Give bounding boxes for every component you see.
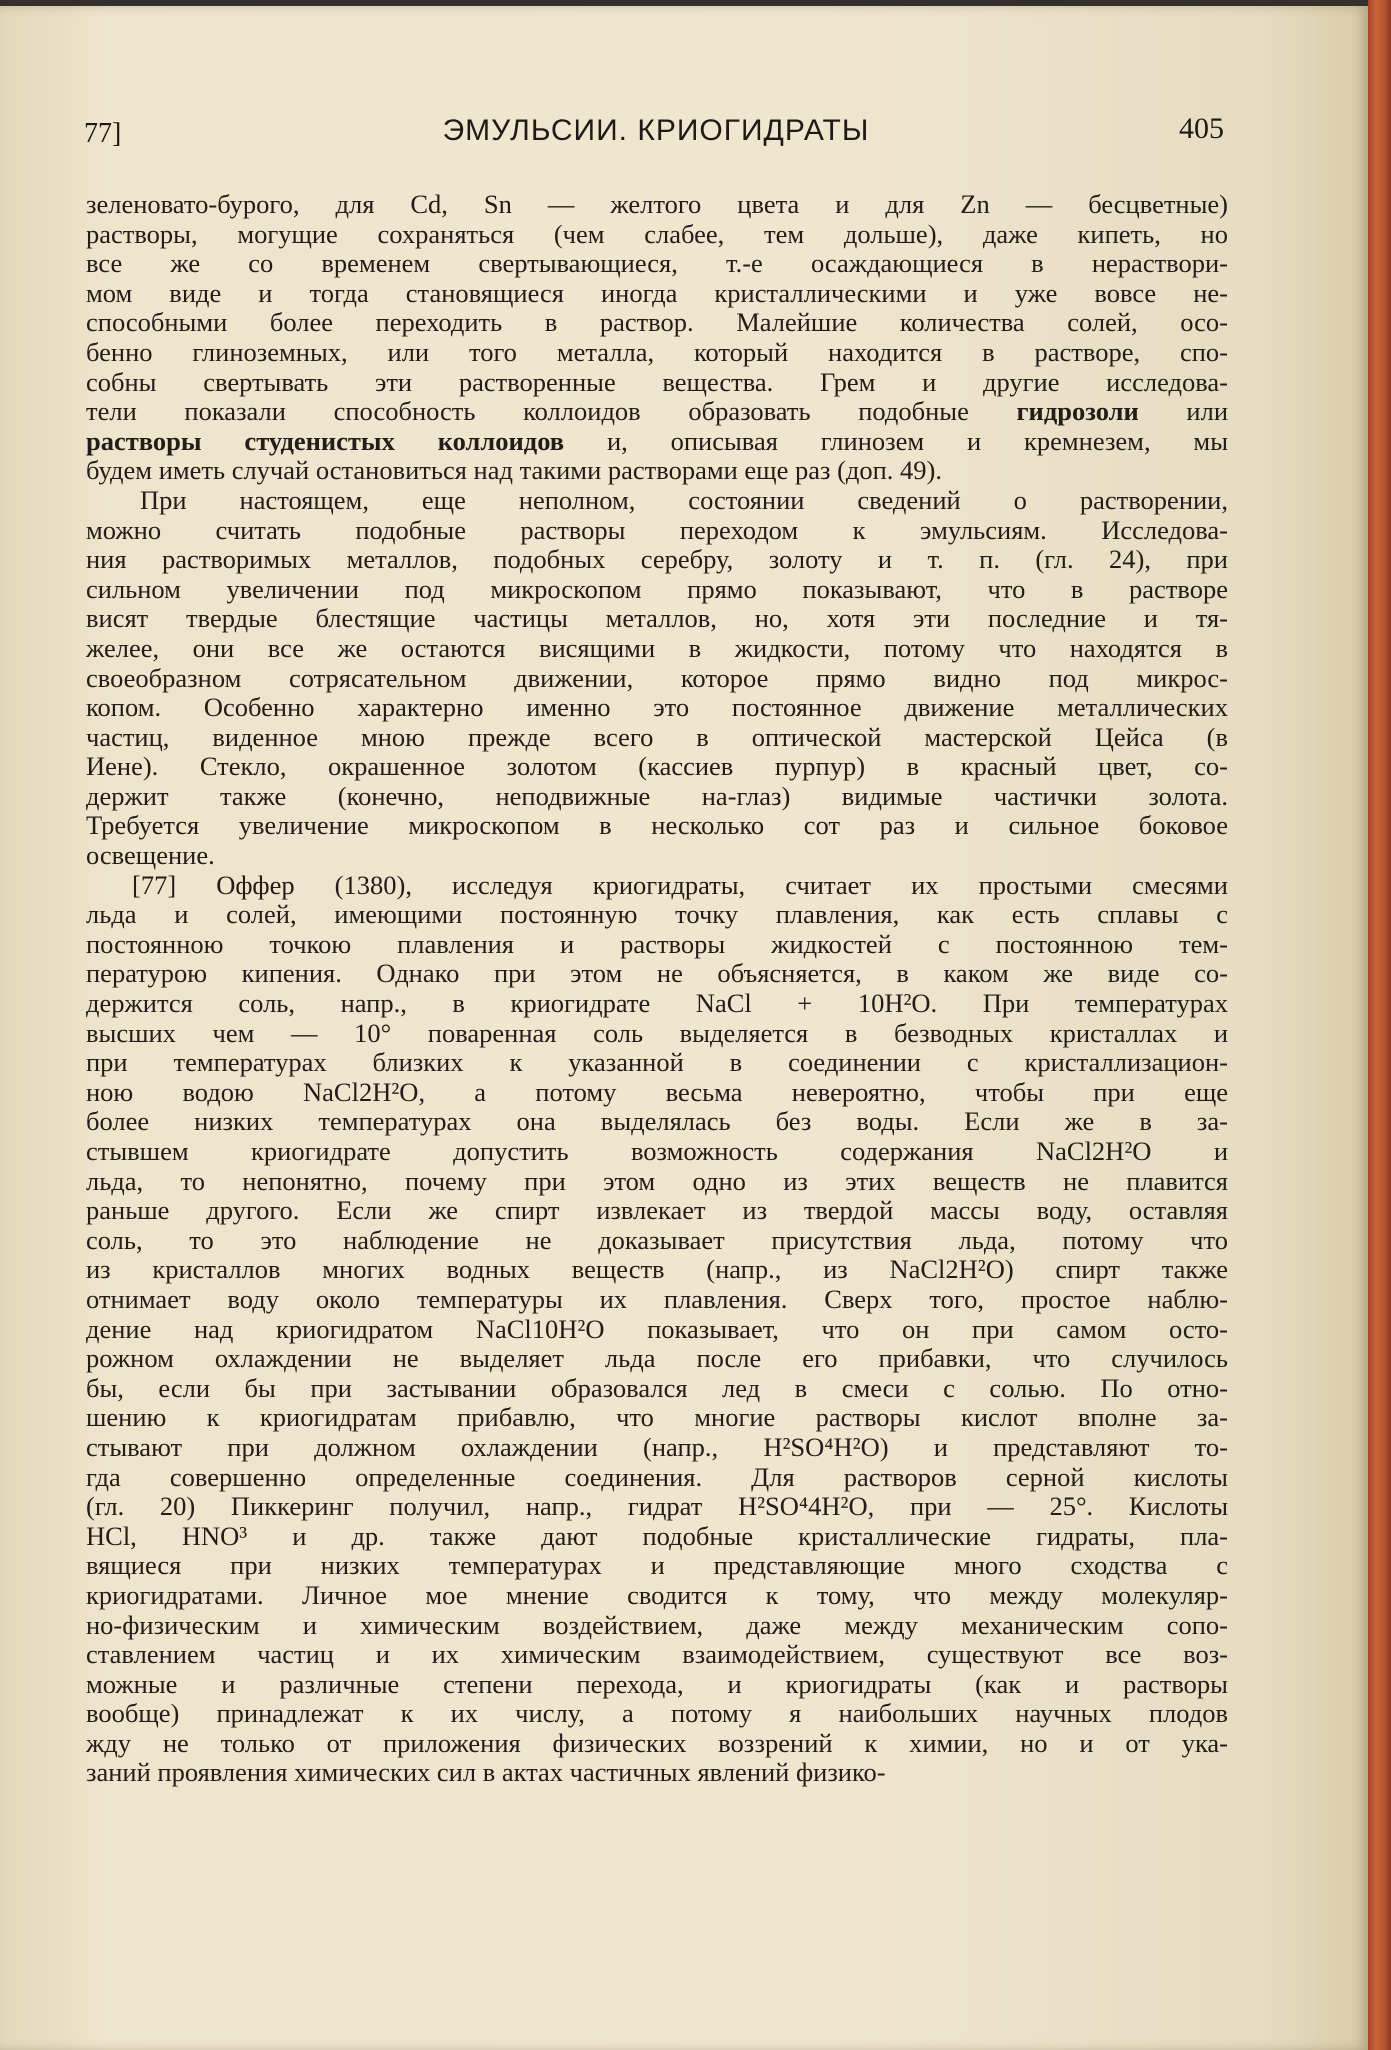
text-line: льда, то непонятно, почему при этом одно из этих веществ не плавится [86, 1165, 1228, 1196]
text-line: льда и солей, имеющими постоянную точку плавления, как есть сплавы с [86, 899, 1228, 930]
text-line: постоянною точкою плавления и растворы жидкостей с постоянною тем- [86, 928, 1228, 959]
text-line: зеленовато-бурого, для Cd, Sn — желтого цвета и для Zn — бесцветные) [86, 189, 1228, 219]
text-line: Иене). Стекло, окрашенное золотом (кассиев пурпур) в красный цвет, со- [86, 751, 1228, 782]
text-line: тели показали способность коллоидов образовать подобные гидрозоли или [86, 396, 1228, 427]
text-line: Требуется увеличение микроскопом в несколько сот раз и сильное боковое [86, 810, 1228, 841]
text-line: из кристаллов многих водных веществ (напр., из NaCl2H²O) спирт также [86, 1254, 1228, 1285]
text-line: жду не только от приложения физических воззрений к химии, но и от ука- [86, 1727, 1228, 1758]
text-line: держит также (конечно, неподвижные на-глаз) видимые частички золота. [86, 780, 1228, 811]
text-line: ставлением частиц и их химическим взаимодействием, существуют все воз- [86, 1639, 1228, 1670]
text-line: шению к криогидратам прибавлю, что многие растворы кислот вполне за- [86, 1402, 1228, 1433]
text-line: [77] Оффер (1380), исследуя криогидраты, считает их простыми смесями [132, 869, 1228, 900]
book-spine [1368, 0, 1391, 2050]
text-line: ния растворимых металлов, подобных серебру, золоту и т. п. (гл. 24), при [86, 544, 1228, 575]
text-line: можные и различные степени перехода, и криогидраты (как и растворы [86, 1668, 1228, 1699]
text-line: своеобразном сотрясательном движении, которое прямо видно под микрос- [86, 662, 1228, 693]
text-line: HCl, HNO³ и др. также дают подобные кристаллические гидраты, пла- [86, 1520, 1228, 1551]
text-line: стывшем криогидрате допустить возможность содержания NaCl2H²O и [86, 1136, 1228, 1166]
text-line: криогидратами. Личное мое мнение сводится к тому, что между молекуляр- [86, 1579, 1228, 1610]
text-line: сильном увеличении под микроскопом прямо показывают, что в растворе [86, 573, 1228, 604]
text-line: рожном охлаждении не выделяет льда после его прибавки, что случилось [86, 1343, 1228, 1374]
text-line: соль, то это наблюдение не доказывает присутствия льда, потому что [86, 1224, 1228, 1255]
text-line: способными более переходить в раствор. Малейшие количества солей, осо- [86, 307, 1228, 338]
text-line: более низких температурах она выделялась без воды. Если же в за- [86, 1106, 1228, 1137]
text-line: (гл. 20) Пиккеринг получил, напр., гидрат H²SO⁴4H²O, при — 25°. Кислоты [86, 1491, 1228, 1522]
section-reference: 77] [84, 118, 122, 149]
text-line: ною водою NaCl2H²O, а потому весьма невероятно, чтобы при еще [86, 1076, 1228, 1107]
text-line: частиц, виденное мною прежде всего в оптической мастерской Цейса (в [86, 721, 1228, 752]
body-text [86, 190, 1228, 1788]
text-line: бенно глиноземных, или того металла, который находится в растворе, спо- [86, 336, 1228, 367]
text-line: пературою кипения. Однако при этом не объясняется, в каком же виде со- [86, 958, 1228, 989]
text-line: копом. Особенно характерно именно это постоянное движение металлических [86, 692, 1228, 723]
page-number: 405 [1179, 112, 1224, 145]
text-line: высших чем — 10° поваренная соль выделяется в безводных кристаллах и [86, 1017, 1228, 1048]
text-line: При настоящем, еще неполном, состоянии сведений о растворении, [140, 484, 1228, 515]
text-line: можно считать подобные растворы переходом к эмульсиям. Исследова- [86, 514, 1228, 545]
text-line: гда совершенно определенные соединения. Для растворов серной кислоты [86, 1461, 1228, 1492]
page-header [84, 110, 1228, 154]
paragraph [86, 190, 1228, 486]
paragraph [86, 486, 1228, 871]
book-page [0, 6, 1368, 2050]
text-line: дение над криогидратом NaCl10H²O показывает, что он при самом осто- [86, 1313, 1228, 1344]
text-line: вообще) принадлежат к их числу, а потому я наибольших научных плодов [86, 1698, 1228, 1729]
text-line: все же со временем свертывающиеся, т.-е осаждающиеся в нераствори- [86, 248, 1228, 279]
text-line: держится соль, напр., в криогидрате NaCl + 10H²O. При температурах [86, 988, 1228, 1019]
text-line: растворы, могущие сохраняться (чем слабее, тем дольше), даже кипеть, но [86, 218, 1228, 249]
text-line: бы, если бы при застывании образовался лед в смеси с солью. По отно- [86, 1372, 1228, 1403]
text-line: заний проявления химических сил в актах частичных явлений физико- [86, 1757, 886, 1788]
text-line: но-физическим и химическим воздействием, даже между механическим сопо- [86, 1609, 1228, 1640]
text-line: собны свертывать эти растворенные вещества. Грем и другие исследова- [86, 366, 1228, 397]
paragraph [86, 871, 1228, 1788]
text-line: отнимает воду около температуры их плавления. Сверх того, простое наблю- [86, 1283, 1228, 1314]
text-line: раньше другого. Если же спирт извлекает из твердой массы воду, оставляя [86, 1195, 1228, 1226]
text-line: при температурах близких к указанной в соединении с кристаллизацион- [86, 1047, 1228, 1078]
text-line: освещение. [86, 840, 215, 871]
text-line: будем иметь случай остановиться над такими растворами еще раз (доп. 49). [86, 455, 943, 486]
text-line: висят твердые блестящие частицы металлов, но, хотя эти последние и тя- [86, 603, 1228, 634]
text-line: стывают при должном охлаждении (напр., H²SO⁴H²O) и представляют то- [86, 1431, 1228, 1462]
text-line: растворы студенистых коллоидов и, описывая глинозем и кремнезем, мы [86, 425, 1229, 456]
text-line: желее, они все же остаются висящими в жидкости, потому что находятся в [86, 632, 1228, 663]
text-line: мом виде и тогда становящиеся иногда кристаллическими и уже вовсе не- [86, 277, 1228, 308]
running-title: ЭМУЛЬСИИ. КРИОГИДРАТЫ [442, 114, 870, 147]
text-line: вящиеся при низких температурах и представляющие много сходства с [86, 1550, 1228, 1581]
